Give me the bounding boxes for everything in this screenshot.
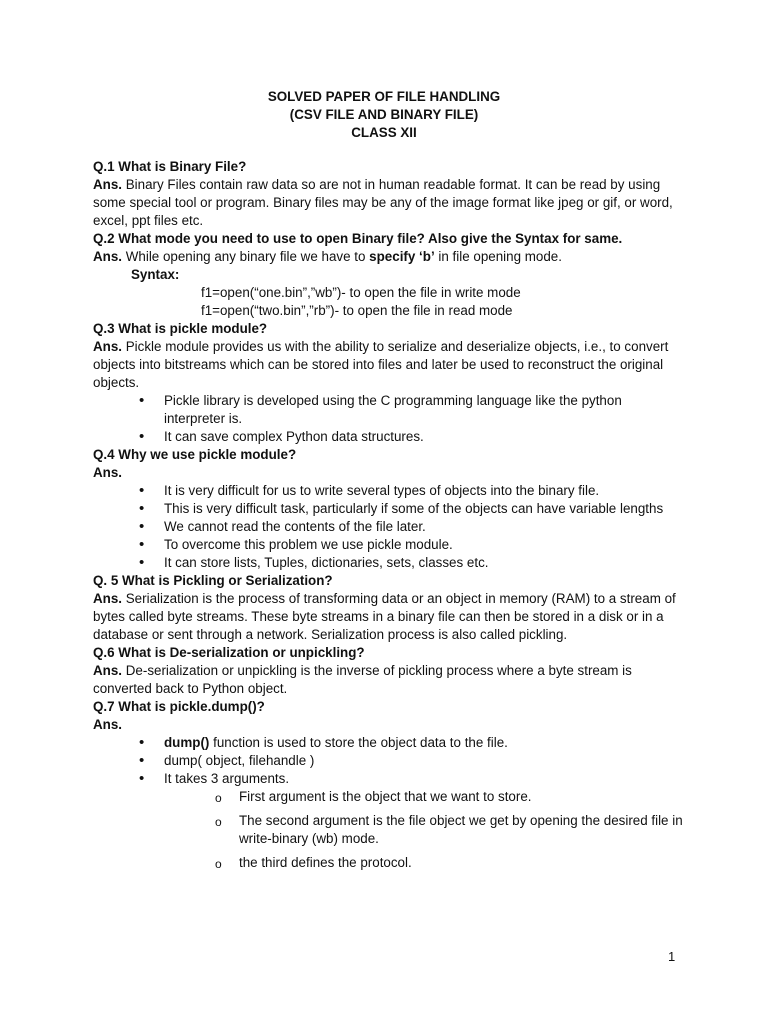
ans-label: Ans. <box>93 591 123 606</box>
page-number: 1 <box>668 949 676 964</box>
answer-3-bullet-list <box>93 392 683 446</box>
dump-function-desc: function is used to store the object data to the file. <box>209 735 508 750</box>
list-item <box>93 734 683 752</box>
answer-7-bullet-list <box>93 734 683 788</box>
question-4: Q.4 Why we use pickle module? <box>93 447 297 462</box>
question-2: Q.2 What mode you need to use to open Binary file? Also give the Syntax for same. <box>93 231 623 246</box>
list-item: • It can store lists, Tuples, dictionaries, sets, classes etc. <box>93 554 683 572</box>
answer-6 <box>93 662 683 698</box>
syntax-label: Syntax: <box>131 267 180 282</box>
answer-3 <box>93 338 683 392</box>
ans-label: Ans. <box>93 249 123 264</box>
question-5: Q. 5 What is Pickling or Serialization? <box>93 573 333 588</box>
answer-5 <box>93 590 683 644</box>
ans-label: Ans. <box>93 465 123 480</box>
ans-label: Ans. <box>93 339 123 354</box>
syntax-code-line-2: f1=open(“two.bin”,”rb”)- to open the file in read mode <box>201 303 513 318</box>
question-7: Q.7 What is pickle.dump()? <box>93 699 265 714</box>
question-1: Q.1 What is Binary File? <box>93 159 247 174</box>
list-item: • dump( object, filehandle ) <box>93 752 683 770</box>
list-item: • To overcome this problem we use pickle module. <box>93 536 683 554</box>
ans-label: Ans. <box>93 177 123 192</box>
list-item: • We cannot read the contents of the file later. <box>93 518 683 536</box>
dump-function-name: dump() <box>164 735 210 750</box>
answer-6-text: De-serialization or unpickling is the inverse of pickling process where a byte stream is converted back to Python object. <box>93 663 632 696</box>
syntax-code-line-1: f1=open(“one.bin”,”wb”)- to open the file in write mode <box>201 285 521 300</box>
sub-list-item: o the third defines the protocol. <box>93 854 683 872</box>
arguments-sub-list <box>93 788 683 872</box>
list-item: • It can save complex Python data structures. <box>93 428 683 446</box>
answer-2-text-post: in file opening mode. <box>434 249 562 264</box>
list-item: • Pickle library is developed using the C programming language like the python interpreter is. <box>93 392 683 428</box>
answer-4-bullet-list <box>93 482 683 572</box>
ans-label: Ans. <box>93 717 123 732</box>
answer-5-text: Serialization is the process of transforming data or an object in memory (RAM) to a stream of bytes called byte streams. These byte streams in a binary file can then be stored in a disk or in a database or sent through a network. Serialization process is also called pickling. <box>93 591 676 642</box>
list-item: • It takes 3 arguments. <box>93 770 683 788</box>
document-header <box>0 88 768 142</box>
title-line-2: (CSV FILE AND BINARY FILE) <box>289 107 479 122</box>
sub-list-item: o The second argument is the file object we get by opening the desired file in write-binary (wb) mode. <box>93 812 683 848</box>
answer-1 <box>93 176 683 230</box>
question-3: Q.3 What is pickle module? <box>93 321 268 336</box>
question-6: Q.6 What is De-serialization or unpickling? <box>93 645 365 660</box>
list-item: • It is very difficult for us to write several types of objects into the binary file. <box>93 482 683 500</box>
title-line-1: SOLVED PAPER OF FILE HANDLING <box>267 89 501 104</box>
sub-list-item: o First argument is the object that we want to store. <box>93 788 683 806</box>
answer-2 <box>93 248 683 266</box>
answer-2-text-bold: specify ‘b’ <box>369 249 435 264</box>
document-body <box>93 158 683 878</box>
title-line-3: CLASS XII <box>351 125 417 140</box>
answer-3-text: Pickle module provides us with the ability to serialize and deserialize objects, i.e., to convert objects into bitstreams which can be stored into files and later be used to reconstruct the original objects. <box>93 339 669 390</box>
ans-label: Ans. <box>93 663 123 678</box>
answer-2-text-pre: While opening any binary file we have to <box>122 249 370 264</box>
answer-1-text: Binary Files contain raw data so are not in human readable format. It can be read by using some special tool or program. Binary files may be any of the image format like jpeg or gif, or word, excel, ppt files etc. <box>93 177 673 228</box>
list-item: • This is very difficult task, particularly if some of the objects can have variable lengths <box>93 500 683 518</box>
